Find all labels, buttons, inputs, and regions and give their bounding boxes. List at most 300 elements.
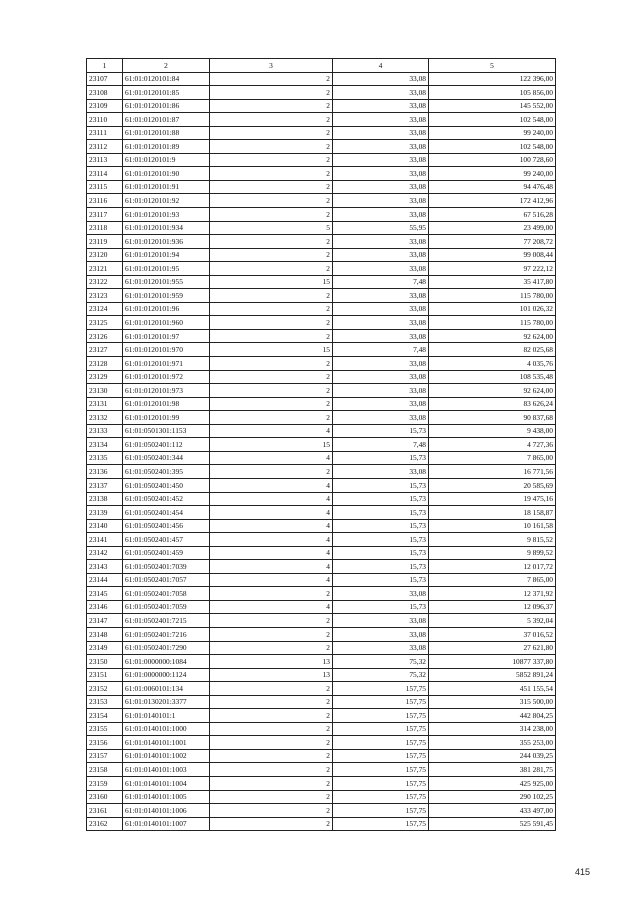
col3-cell: 4 bbox=[210, 506, 333, 520]
col4-cell: 33,08 bbox=[333, 302, 429, 316]
col4-cell: 75,32 bbox=[333, 655, 429, 669]
cadastral-number-cell: 61:01:0120101:97 bbox=[123, 329, 210, 343]
table-row bbox=[87, 180, 556, 194]
col5-cell: 105 856,00 bbox=[429, 86, 556, 100]
col5-cell: 99 240,00 bbox=[429, 126, 556, 140]
cadastral-number-cell: 61:01:0120101:93 bbox=[123, 208, 210, 222]
row-number-cell: 23121 bbox=[87, 262, 123, 276]
cadastral-number-cell: 61:01:0120101:89 bbox=[123, 140, 210, 154]
col5-cell: 525 591,45 bbox=[429, 817, 556, 831]
col4-cell: 33,08 bbox=[333, 384, 429, 398]
cadastral-number-cell: 61:01:0000000:1084 bbox=[123, 655, 210, 669]
col5-cell: 82 025,68 bbox=[429, 343, 556, 357]
col3-cell: 4 bbox=[210, 533, 333, 547]
col4-cell: 15,73 bbox=[333, 478, 429, 492]
cadastral-number-cell: 61:01:0502401:7039 bbox=[123, 560, 210, 574]
col5-cell: 433 497,00 bbox=[429, 804, 556, 818]
col4-cell: 33,08 bbox=[333, 167, 429, 181]
col5-cell: 12 096,37 bbox=[429, 600, 556, 614]
table-row bbox=[87, 695, 556, 709]
col4-cell: 33,08 bbox=[333, 465, 429, 479]
table-row bbox=[87, 587, 556, 601]
col3-cell: 2 bbox=[210, 614, 333, 628]
col3-cell: 4 bbox=[210, 519, 333, 533]
col5-cell: 37 016,52 bbox=[429, 627, 556, 641]
col3-cell: 15 bbox=[210, 438, 333, 452]
cadastral-number-cell: 61:01:0120101:960 bbox=[123, 316, 210, 330]
col4-cell: 33,08 bbox=[333, 289, 429, 303]
col3-cell: 2 bbox=[210, 357, 333, 371]
page-number: 415 bbox=[575, 867, 591, 877]
cadastral-number-cell: 61:01:0502401:7058 bbox=[123, 587, 210, 601]
row-number-cell: 23131 bbox=[87, 397, 123, 411]
table-row bbox=[87, 262, 556, 276]
row-number-cell: 23129 bbox=[87, 370, 123, 384]
table-row bbox=[87, 478, 556, 492]
table-row bbox=[87, 86, 556, 100]
col3-cell: 2 bbox=[210, 641, 333, 655]
col4-cell: 33,08 bbox=[333, 329, 429, 343]
table-row bbox=[87, 627, 556, 641]
table-row bbox=[87, 722, 556, 736]
row-number-cell: 23147 bbox=[87, 614, 123, 628]
col5-cell: 94 476,48 bbox=[429, 180, 556, 194]
col3-cell: 2 bbox=[210, 465, 333, 479]
col3-cell: 2 bbox=[210, 72, 333, 86]
cadastral-number-cell: 61:01:0060101:134 bbox=[123, 682, 210, 696]
col5-cell: 4 035,76 bbox=[429, 357, 556, 371]
cadastral-number-cell: 61:01:0140101:1003 bbox=[123, 763, 210, 777]
cadastral-number-cell: 61:01:0502401:7057 bbox=[123, 573, 210, 587]
table-row bbox=[87, 573, 556, 587]
column-header-3: 3 bbox=[210, 59, 333, 73]
col3-cell: 2 bbox=[210, 194, 333, 208]
col4-cell: 55,95 bbox=[333, 221, 429, 235]
col3-cell: 2 bbox=[210, 126, 333, 140]
col5-cell: 67 516,28 bbox=[429, 208, 556, 222]
cadastral-number-cell: 61:01:0120101:91 bbox=[123, 180, 210, 194]
cadastral-number-cell: 61:01:0140101:1001 bbox=[123, 736, 210, 750]
col5-cell: 12 371,92 bbox=[429, 587, 556, 601]
cadastral-number-cell: 61:01:0120101:90 bbox=[123, 167, 210, 181]
col4-cell: 157,75 bbox=[333, 736, 429, 750]
cadastral-number-cell: 61:01:0502401:457 bbox=[123, 533, 210, 547]
row-number-cell: 23137 bbox=[87, 478, 123, 492]
col3-cell: 2 bbox=[210, 709, 333, 723]
row-number-cell: 23127 bbox=[87, 343, 123, 357]
col4-cell: 33,08 bbox=[333, 153, 429, 167]
row-number-cell: 23124 bbox=[87, 302, 123, 316]
table-row bbox=[87, 817, 556, 831]
cadastral-number-cell: 61:01:0502401:7216 bbox=[123, 627, 210, 641]
table-row bbox=[87, 736, 556, 750]
table-row bbox=[87, 749, 556, 763]
cadastral-number-cell: 61:01:0502401:454 bbox=[123, 506, 210, 520]
col5-cell: 35 417,80 bbox=[429, 275, 556, 289]
cadastral-number-cell: 61:01:0120101:86 bbox=[123, 99, 210, 113]
col5-cell: 314 238,00 bbox=[429, 722, 556, 736]
cadastral-number-cell: 61:01:0120101:959 bbox=[123, 289, 210, 303]
col5-cell: 83 626,24 bbox=[429, 397, 556, 411]
row-number-cell: 23117 bbox=[87, 208, 123, 222]
col5-cell: 9 899,52 bbox=[429, 546, 556, 560]
cadastral-number-cell: 61:01:0501301:1153 bbox=[123, 424, 210, 438]
col4-cell: 157,75 bbox=[333, 709, 429, 723]
row-number-cell: 23119 bbox=[87, 235, 123, 249]
data-table bbox=[86, 58, 556, 831]
row-number-cell: 23113 bbox=[87, 153, 123, 167]
col5-cell: 20 585,69 bbox=[429, 478, 556, 492]
row-number-cell: 23109 bbox=[87, 99, 123, 113]
row-number-cell: 23114 bbox=[87, 167, 123, 181]
col3-cell: 15 bbox=[210, 343, 333, 357]
col3-cell: 2 bbox=[210, 695, 333, 709]
cadastral-number-cell: 61:01:0130201:3377 bbox=[123, 695, 210, 709]
column-header-5: 5 bbox=[429, 59, 556, 73]
col3-cell: 4 bbox=[210, 451, 333, 465]
col4-cell: 33,08 bbox=[333, 208, 429, 222]
row-number-cell: 23156 bbox=[87, 736, 123, 750]
col5-cell: 77 208,72 bbox=[429, 235, 556, 249]
table-row bbox=[87, 370, 556, 384]
table-row bbox=[87, 465, 556, 479]
col3-cell: 2 bbox=[210, 86, 333, 100]
table-row bbox=[87, 492, 556, 506]
table-row bbox=[87, 600, 556, 614]
row-number-cell: 23107 bbox=[87, 72, 123, 86]
col5-cell: 115 780,00 bbox=[429, 289, 556, 303]
table-row bbox=[87, 790, 556, 804]
column-header-2: 2 bbox=[123, 59, 210, 73]
row-number-cell: 23143 bbox=[87, 560, 123, 574]
row-number-cell: 23157 bbox=[87, 749, 123, 763]
col3-cell: 2 bbox=[210, 722, 333, 736]
row-number-cell: 23110 bbox=[87, 113, 123, 127]
col3-cell: 2 bbox=[210, 370, 333, 384]
table-row bbox=[87, 438, 556, 452]
cadastral-number-cell: 61:01:0120101:84 bbox=[123, 72, 210, 86]
column-header-4: 4 bbox=[333, 59, 429, 73]
col3-cell: 2 bbox=[210, 316, 333, 330]
row-number-cell: 23123 bbox=[87, 289, 123, 303]
col5-cell: 172 412,96 bbox=[429, 194, 556, 208]
cadastral-number-cell: 61:01:0120101:955 bbox=[123, 275, 210, 289]
table-row bbox=[87, 113, 556, 127]
col4-cell: 33,08 bbox=[333, 411, 429, 425]
col5-cell: 108 535,48 bbox=[429, 370, 556, 384]
cadastral-number-cell: 61:01:0502401:456 bbox=[123, 519, 210, 533]
row-number-cell: 23133 bbox=[87, 424, 123, 438]
table-row bbox=[87, 221, 556, 235]
col5-cell: 92 624,00 bbox=[429, 384, 556, 398]
col5-cell: 4 727,36 bbox=[429, 438, 556, 452]
col3-cell: 2 bbox=[210, 329, 333, 343]
col4-cell: 33,08 bbox=[333, 357, 429, 371]
table-row bbox=[87, 655, 556, 669]
table-row bbox=[87, 709, 556, 723]
table-row bbox=[87, 316, 556, 330]
table-row bbox=[87, 357, 556, 371]
col3-cell: 2 bbox=[210, 736, 333, 750]
cadastral-number-cell: 61:01:0502401:344 bbox=[123, 451, 210, 465]
table-row bbox=[87, 451, 556, 465]
col4-cell: 33,08 bbox=[333, 140, 429, 154]
col4-cell: 33,08 bbox=[333, 72, 429, 86]
col3-cell: 2 bbox=[210, 763, 333, 777]
col3-cell: 4 bbox=[210, 492, 333, 506]
row-number-cell: 23118 bbox=[87, 221, 123, 235]
cadastral-number-cell: 61:01:0120101:99 bbox=[123, 411, 210, 425]
col3-cell: 4 bbox=[210, 600, 333, 614]
cadastral-number-cell: 61:01:0140101:1005 bbox=[123, 790, 210, 804]
col5-cell: 7 865,00 bbox=[429, 451, 556, 465]
col5-cell: 315 500,00 bbox=[429, 695, 556, 709]
row-number-cell: 23162 bbox=[87, 817, 123, 831]
table-row bbox=[87, 302, 556, 316]
cadastral-number-cell: 61:01:0120101:934 bbox=[123, 221, 210, 235]
col4-cell: 33,08 bbox=[333, 397, 429, 411]
col5-cell: 9 438,00 bbox=[429, 424, 556, 438]
table-row bbox=[87, 560, 556, 574]
row-number-cell: 23141 bbox=[87, 533, 123, 547]
row-number-cell: 23152 bbox=[87, 682, 123, 696]
table-row bbox=[87, 99, 556, 113]
col5-cell: 101 026,32 bbox=[429, 302, 556, 316]
table-row bbox=[87, 506, 556, 520]
col4-cell: 75,32 bbox=[333, 668, 429, 682]
row-number-cell: 23115 bbox=[87, 180, 123, 194]
row-number-cell: 23158 bbox=[87, 763, 123, 777]
cadastral-number-cell: 61:01:0120101:9 bbox=[123, 153, 210, 167]
col3-cell: 4 bbox=[210, 424, 333, 438]
cadastral-number-cell: 61:01:0140101:1004 bbox=[123, 776, 210, 790]
table-row bbox=[87, 763, 556, 777]
col5-cell: 122 396,00 bbox=[429, 72, 556, 86]
col3-cell: 2 bbox=[210, 208, 333, 222]
col5-cell: 9 815,52 bbox=[429, 533, 556, 547]
row-number-cell: 23161 bbox=[87, 804, 123, 818]
col3-cell: 2 bbox=[210, 180, 333, 194]
col3-cell: 2 bbox=[210, 627, 333, 641]
table-row bbox=[87, 153, 556, 167]
col4-cell: 33,08 bbox=[333, 627, 429, 641]
col3-cell: 2 bbox=[210, 248, 333, 262]
col5-cell: 5 392,04 bbox=[429, 614, 556, 628]
cadastral-number-cell: 61:01:0502401:459 bbox=[123, 546, 210, 560]
col5-cell: 145 552,00 bbox=[429, 99, 556, 113]
col4-cell: 33,08 bbox=[333, 248, 429, 262]
cadastral-number-cell: 61:01:0140101:1006 bbox=[123, 804, 210, 818]
col5-cell: 92 624,00 bbox=[429, 329, 556, 343]
col3-cell: 2 bbox=[210, 140, 333, 154]
col4-cell: 15,73 bbox=[333, 573, 429, 587]
row-number-cell: 23126 bbox=[87, 329, 123, 343]
row-number-cell: 23138 bbox=[87, 492, 123, 506]
table-row bbox=[87, 194, 556, 208]
col4-cell: 7,48 bbox=[333, 275, 429, 289]
col3-cell: 2 bbox=[210, 167, 333, 181]
col3-cell: 2 bbox=[210, 682, 333, 696]
col4-cell: 157,75 bbox=[333, 804, 429, 818]
col3-cell: 2 bbox=[210, 817, 333, 831]
col5-cell: 97 222,12 bbox=[429, 262, 556, 276]
col3-cell: 2 bbox=[210, 749, 333, 763]
row-number-cell: 23153 bbox=[87, 695, 123, 709]
cadastral-number-cell: 61:01:0502401:7059 bbox=[123, 600, 210, 614]
cadastral-number-cell: 61:01:0120101:972 bbox=[123, 370, 210, 384]
cadastral-number-cell: 61:01:0502401:395 bbox=[123, 465, 210, 479]
table-row bbox=[87, 235, 556, 249]
col5-cell: 19 475,16 bbox=[429, 492, 556, 506]
col5-cell: 100 728,60 bbox=[429, 153, 556, 167]
table-row bbox=[87, 519, 556, 533]
row-number-cell: 23140 bbox=[87, 519, 123, 533]
row-number-cell: 23149 bbox=[87, 641, 123, 655]
table-row bbox=[87, 126, 556, 140]
table-body bbox=[87, 72, 556, 831]
table-row bbox=[87, 167, 556, 181]
col5-cell: 102 548,00 bbox=[429, 113, 556, 127]
col4-cell: 157,75 bbox=[333, 790, 429, 804]
table-row bbox=[87, 424, 556, 438]
table-row bbox=[87, 248, 556, 262]
table-row bbox=[87, 343, 556, 357]
cadastral-number-cell: 61:01:0000000:1124 bbox=[123, 668, 210, 682]
table-row bbox=[87, 546, 556, 560]
col3-cell: 2 bbox=[210, 384, 333, 398]
cadastral-number-cell: 61:01:0502401:7290 bbox=[123, 641, 210, 655]
col4-cell: 33,08 bbox=[333, 99, 429, 113]
col5-cell: 115 780,00 bbox=[429, 316, 556, 330]
row-number-cell: 23120 bbox=[87, 248, 123, 262]
col3-cell: 4 bbox=[210, 478, 333, 492]
col4-cell: 33,08 bbox=[333, 194, 429, 208]
table-row bbox=[87, 397, 556, 411]
cadastral-number-cell: 61:01:0120101:87 bbox=[123, 113, 210, 127]
col4-cell: 15,73 bbox=[333, 492, 429, 506]
table-row bbox=[87, 329, 556, 343]
table-row bbox=[87, 614, 556, 628]
col4-cell: 15,73 bbox=[333, 451, 429, 465]
col4-cell: 33,08 bbox=[333, 641, 429, 655]
cadastral-number-cell: 61:01:0502401:452 bbox=[123, 492, 210, 506]
cadastral-number-cell: 61:01:0120101:970 bbox=[123, 343, 210, 357]
col3-cell: 2 bbox=[210, 790, 333, 804]
col5-cell: 425 925,00 bbox=[429, 776, 556, 790]
column-header-1: 1 bbox=[87, 59, 123, 73]
col4-cell: 33,08 bbox=[333, 113, 429, 127]
row-number-cell: 23160 bbox=[87, 790, 123, 804]
row-number-cell: 23154 bbox=[87, 709, 123, 723]
cadastral-number-cell: 61:01:0120101:98 bbox=[123, 397, 210, 411]
col5-cell: 442 804,25 bbox=[429, 709, 556, 723]
col4-cell: 7,48 bbox=[333, 343, 429, 357]
col4-cell: 157,75 bbox=[333, 682, 429, 696]
table-row bbox=[87, 641, 556, 655]
col5-cell: 290 102,25 bbox=[429, 790, 556, 804]
col5-cell: 10877 337,80 bbox=[429, 655, 556, 669]
row-number-cell: 23159 bbox=[87, 776, 123, 790]
col4-cell: 15,73 bbox=[333, 600, 429, 614]
col5-cell: 5852 891,24 bbox=[429, 668, 556, 682]
row-number-cell: 23111 bbox=[87, 126, 123, 140]
col4-cell: 157,75 bbox=[333, 749, 429, 763]
table-row bbox=[87, 140, 556, 154]
row-number-cell: 23134 bbox=[87, 438, 123, 452]
row-number-cell: 23128 bbox=[87, 357, 123, 371]
col3-cell: 13 bbox=[210, 668, 333, 682]
col5-cell: 381 281,75 bbox=[429, 763, 556, 777]
col5-cell: 102 548,00 bbox=[429, 140, 556, 154]
col4-cell: 157,75 bbox=[333, 722, 429, 736]
cadastral-number-cell: 61:01:0120101:85 bbox=[123, 86, 210, 100]
col5-cell: 16 771,56 bbox=[429, 465, 556, 479]
table-row bbox=[87, 533, 556, 547]
row-number-cell: 23136 bbox=[87, 465, 123, 479]
col3-cell: 2 bbox=[210, 235, 333, 249]
table-header-row bbox=[87, 59, 556, 73]
table-row bbox=[87, 668, 556, 682]
row-number-cell: 23148 bbox=[87, 627, 123, 641]
table-row bbox=[87, 776, 556, 790]
cadastral-number-cell: 61:01:0140101:1 bbox=[123, 709, 210, 723]
col5-cell: 10 161,58 bbox=[429, 519, 556, 533]
cadastral-number-cell: 61:01:0120101:88 bbox=[123, 126, 210, 140]
col4-cell: 157,75 bbox=[333, 763, 429, 777]
col4-cell: 7,48 bbox=[333, 438, 429, 452]
row-number-cell: 23151 bbox=[87, 668, 123, 682]
col4-cell: 15,73 bbox=[333, 546, 429, 560]
row-number-cell: 23139 bbox=[87, 506, 123, 520]
cadastral-number-cell: 61:01:0120101:973 bbox=[123, 384, 210, 398]
row-number-cell: 23122 bbox=[87, 275, 123, 289]
table-row bbox=[87, 804, 556, 818]
col4-cell: 33,08 bbox=[333, 126, 429, 140]
cadastral-number-cell: 61:01:0120101:92 bbox=[123, 194, 210, 208]
col4-cell: 15,73 bbox=[333, 519, 429, 533]
table-row bbox=[87, 682, 556, 696]
col3-cell: 15 bbox=[210, 275, 333, 289]
col3-cell: 2 bbox=[210, 99, 333, 113]
col5-cell: 244 039,25 bbox=[429, 749, 556, 763]
col3-cell: 13 bbox=[210, 655, 333, 669]
col4-cell: 157,75 bbox=[333, 695, 429, 709]
row-number-cell: 23146 bbox=[87, 600, 123, 614]
row-number-cell: 23150 bbox=[87, 655, 123, 669]
row-number-cell: 23112 bbox=[87, 140, 123, 154]
table-row bbox=[87, 208, 556, 222]
col3-cell: 2 bbox=[210, 289, 333, 303]
cadastral-number-cell: 61:01:0140101:1007 bbox=[123, 817, 210, 831]
cadastral-number-cell: 61:01:0502401:112 bbox=[123, 438, 210, 452]
col4-cell: 15,73 bbox=[333, 533, 429, 547]
col3-cell: 4 bbox=[210, 573, 333, 587]
col4-cell: 15,73 bbox=[333, 560, 429, 574]
col5-cell: 90 837,68 bbox=[429, 411, 556, 425]
col3-cell: 2 bbox=[210, 587, 333, 601]
row-number-cell: 23125 bbox=[87, 316, 123, 330]
col5-cell: 355 253,00 bbox=[429, 736, 556, 750]
col5-cell: 451 155,54 bbox=[429, 682, 556, 696]
col5-cell: 12 017,72 bbox=[429, 560, 556, 574]
col4-cell: 33,08 bbox=[333, 614, 429, 628]
row-number-cell: 23108 bbox=[87, 86, 123, 100]
table-row bbox=[87, 384, 556, 398]
table-row bbox=[87, 289, 556, 303]
col5-cell: 99 240,00 bbox=[429, 167, 556, 181]
table-row bbox=[87, 411, 556, 425]
table-row bbox=[87, 275, 556, 289]
